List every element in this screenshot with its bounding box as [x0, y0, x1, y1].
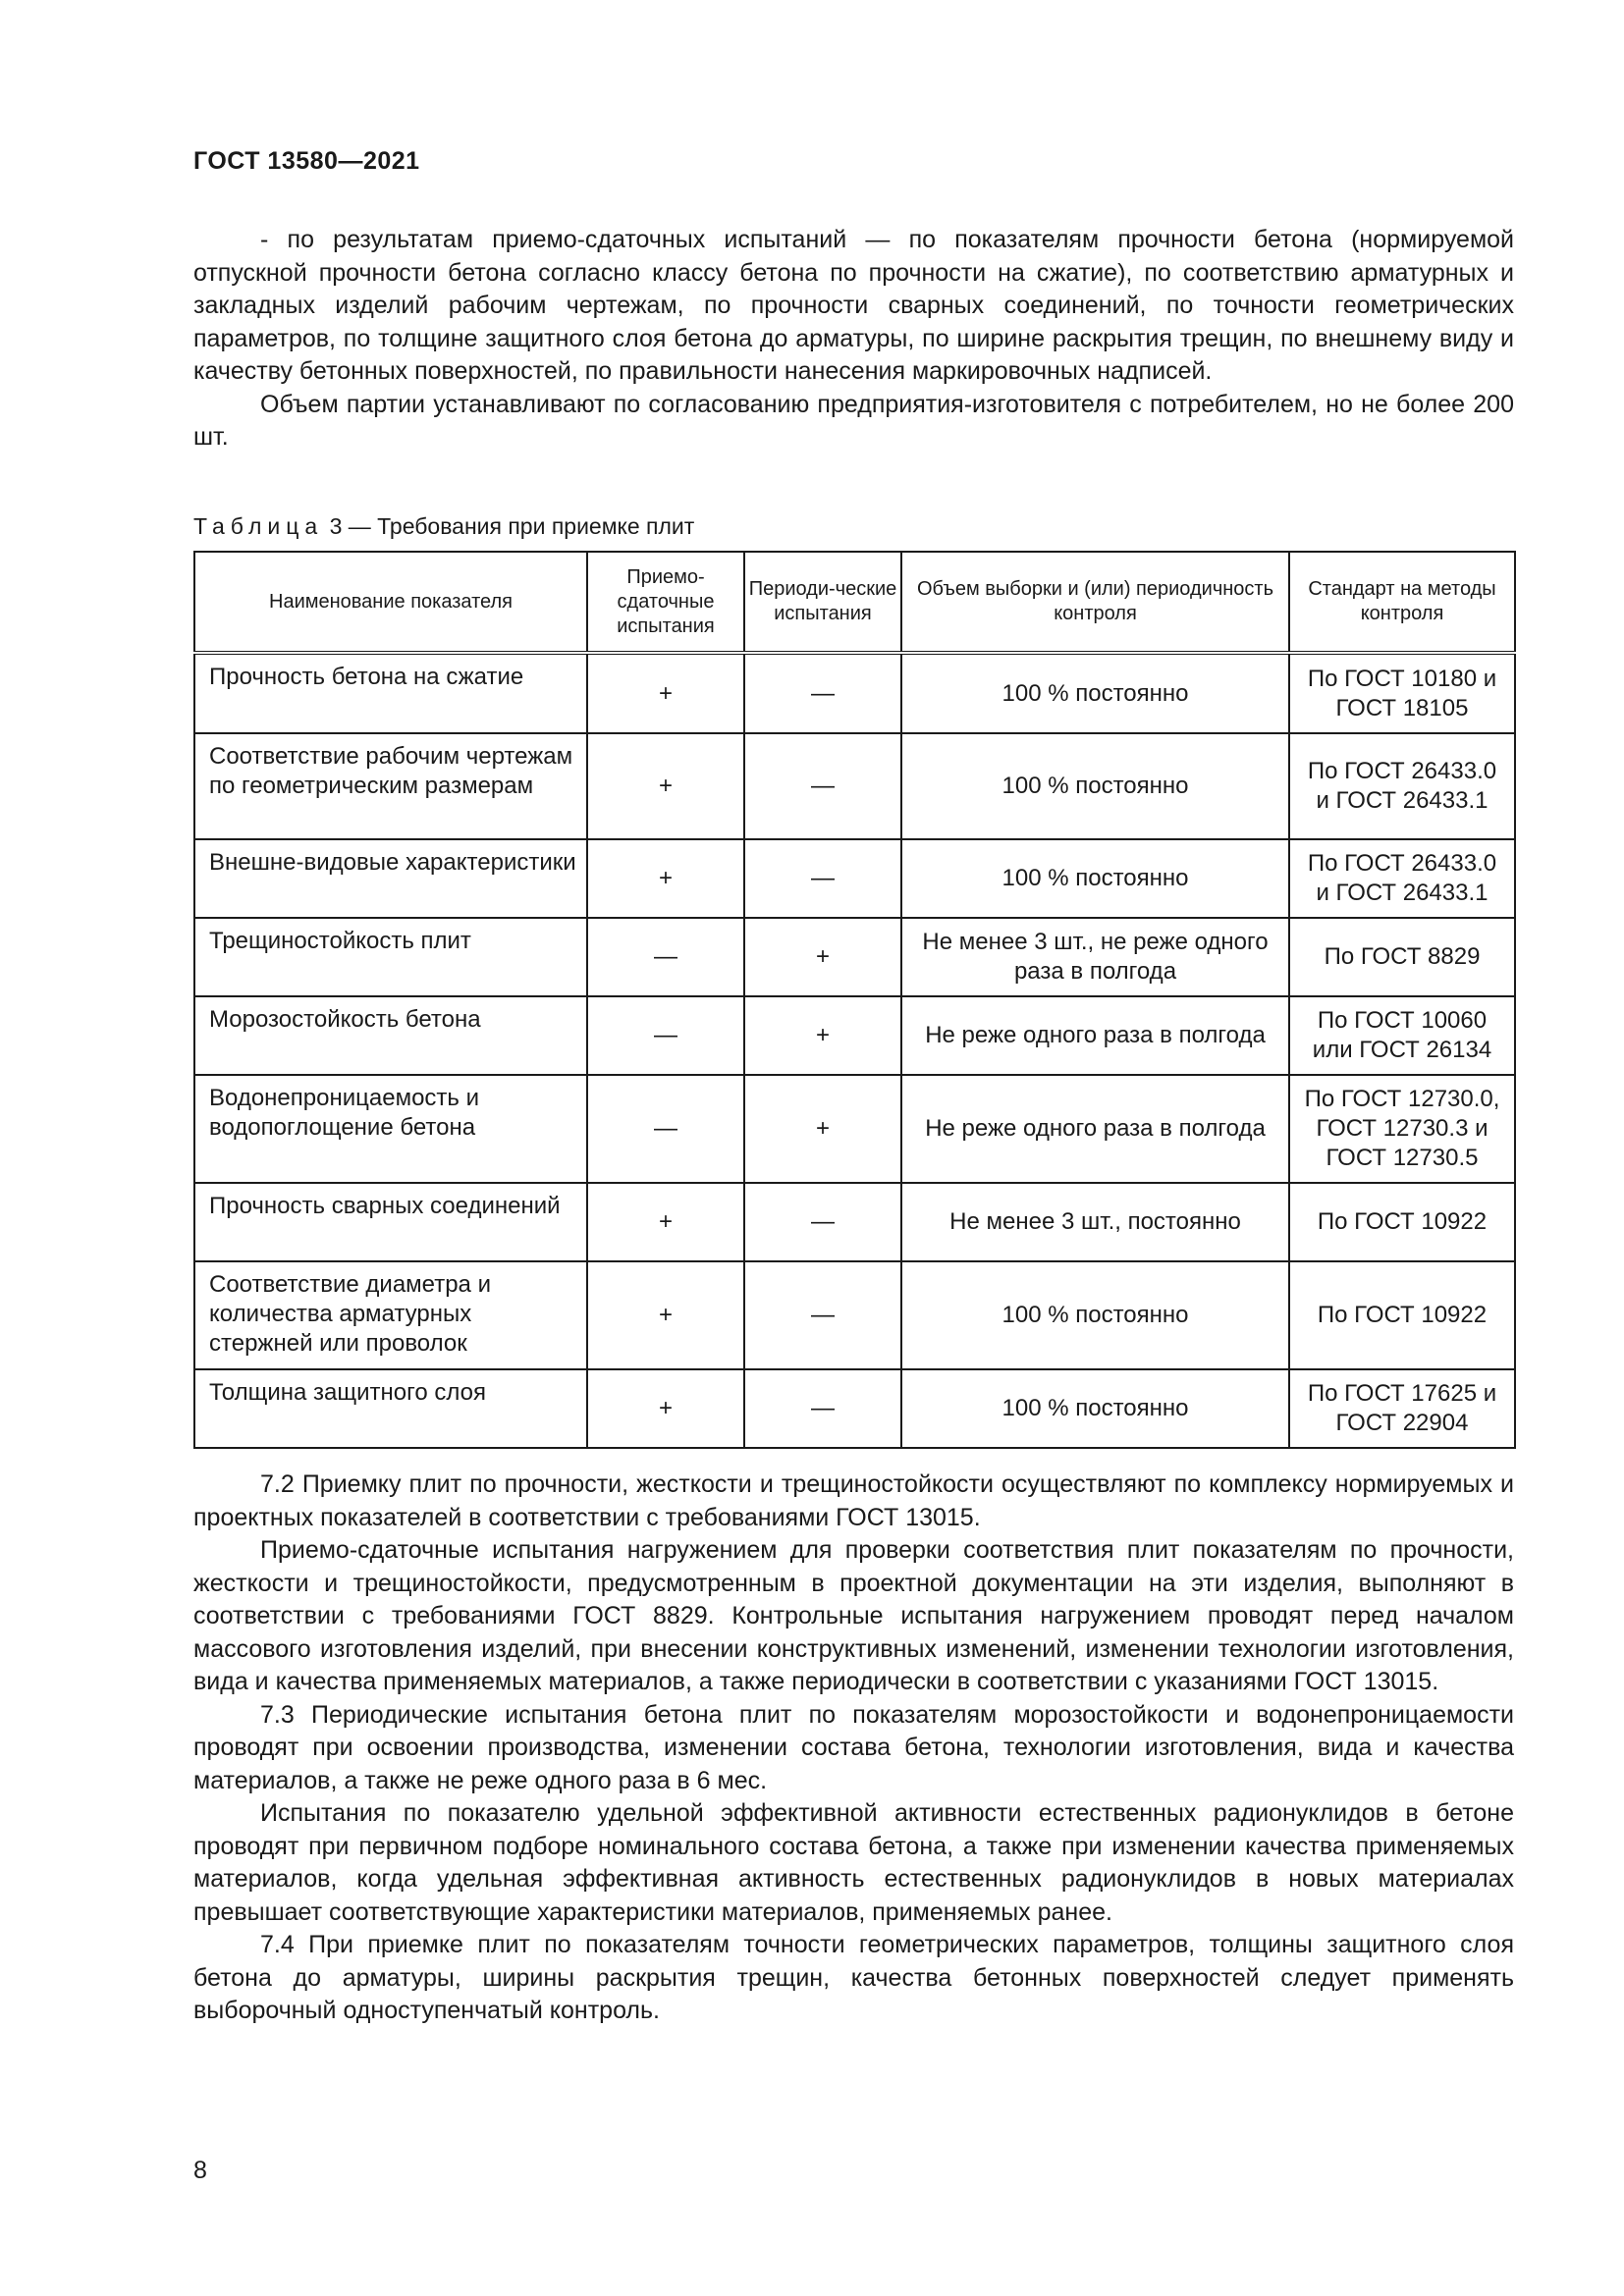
cell-periodic: —: [744, 839, 901, 918]
cell-acceptance: —: [587, 918, 744, 996]
table-row: [194, 1075, 1515, 1183]
cell-indicator: Внешне-видовые характеристики: [194, 839, 587, 918]
cell-acceptance: +: [587, 733, 744, 839]
cell-test-standard: По ГОСТ 10922: [1289, 1261, 1515, 1369]
cell-sample-volume: 100 % постоянно: [901, 1261, 1289, 1369]
paragraph-radionuclides: Испытания по показателю удельной эффективной активности естественных радионуклидов в бетоне проводят при первичном подборе номинального состава бетона, а также при изменении качества применяемых материалов, когда удельная эффективная активность естественных радионуклидов в новых материалах превышает соответствующие характеристики материалов, применяемых ранее.: [193, 1799, 1514, 1926]
table-row: [194, 1261, 1515, 1369]
table-row: [194, 839, 1515, 918]
cell-periodic: +: [744, 918, 901, 996]
cell-test-standard: По ГОСТ 10922: [1289, 1183, 1515, 1261]
table-caption-text: 3 — Требования при приемке плит: [329, 513, 695, 539]
paragraph-clause-7-3: 7.3 Периодические испытания бетона плит по показателям морозостойкости и водонепроницаемости проводят при освоении производства, изменении состава бетона, технологии изготовления, вида и качества материалов, а также не реже одного раза в 6 мес.: [193, 1700, 1514, 1794]
cell-sample-volume: Не реже одного раза в полгода: [901, 1075, 1289, 1183]
table-header-row: [194, 552, 1515, 653]
cell-sample-volume: 100 % постоянно: [901, 1369, 1289, 1448]
cell-periodic: —: [744, 1183, 901, 1261]
table-caption: [193, 511, 694, 541]
cell-periodic: +: [744, 996, 901, 1075]
cell-indicator: Соответствие рабочим чертежам по геометрическим размерам: [194, 733, 587, 839]
paragraph-clause-7-2: 7.2 Приемку плит по прочности, жесткости и трещиностойкости осуществляют по комплексу нормируемых и проектных показателей в соответствии с требованиями ГОСТ 13015.: [193, 1470, 1514, 1531]
cell-indicator: Трещиностойкость плит: [194, 918, 587, 996]
paragraph-clause-7-4: 7.4 При приемке плит по показателям точности геометрических параметров, толщины защитного слоя бетона до арматуры, ширины раскрытия трещин, качества бетонных поверхностей следует применять выборочный одноступенчатый контроль.: [193, 1931, 1514, 2024]
cell-test-standard: По ГОСТ 26433.0 и ГОСТ 26433.1: [1289, 733, 1515, 839]
table-row: [194, 996, 1515, 1075]
cell-indicator: Прочность сварных соединений: [194, 1183, 587, 1261]
cell-periodic: —: [744, 733, 901, 839]
table-row: [194, 733, 1515, 839]
cell-periodic: —: [744, 1261, 901, 1369]
cell-sample-volume: 100 % постоянно: [901, 733, 1289, 839]
cell-acceptance: +: [587, 653, 744, 733]
cell-test-standard: По ГОСТ 8829: [1289, 918, 1515, 996]
cell-periodic: +: [744, 1075, 901, 1183]
acceptance-requirements-table: [193, 551, 1516, 1449]
cell-sample-volume: 100 % постоянно: [901, 653, 1289, 733]
cell-periodic: —: [744, 653, 901, 733]
cell-indicator: Водонепроницаемость и водопоглощение бетона: [194, 1075, 587, 1183]
cell-test-standard: По ГОСТ 26433.0 и ГОСТ 26433.1: [1289, 839, 1515, 918]
cell-acceptance: +: [587, 1183, 744, 1261]
paragraph-load-testing: Приемо-сдаточные испытания нагружением для проверки соответствия плит показателям по прочности, жесткости и трещиностойкости, предусмотренным в проектной документации на эти изделия, выполняют в соответствии с требованиями ГОСТ 8829. Контрольные испытания нагружением проводят перед началом массового изготовления изделий, при внесении конструктивных изменений, изменении технологии изготовления, вида и качества применяемых материалов, а также периодически в соответствии с указаниями ГОСТ 13015.: [193, 1536, 1514, 1695]
cell-indicator: Морозостойкость бетона: [194, 996, 587, 1075]
cell-test-standard: По ГОСТ 12730.0, ГОСТ 12730.3 и ГОСТ 12730.5: [1289, 1075, 1515, 1183]
cell-acceptance: +: [587, 1261, 744, 1369]
cell-test-standard: По ГОСТ 10060 или ГОСТ 26134: [1289, 996, 1515, 1075]
clauses-text-block: [193, 1468, 1514, 2028]
paragraph-batch-volume: Объем партии устанавливают по согласованию предприятия-изготовителя с потребителем, но не более 200 шт.: [193, 390, 1514, 451]
cell-test-standard: По ГОСТ 10180 и ГОСТ 18105: [1289, 653, 1515, 733]
column-header-acceptance: Приемо-сдаточные испытания: [587, 552, 744, 653]
intro-text-block: [193, 224, 1514, 454]
table-row: [194, 1369, 1515, 1448]
page-number: 8: [193, 2157, 207, 2184]
cell-sample-volume: Не реже одного раза в полгода: [901, 996, 1289, 1075]
cell-indicator: Прочность бетона на сжатие: [194, 653, 587, 733]
cell-acceptance: +: [587, 839, 744, 918]
table-caption-label: Таблица: [193, 513, 324, 539]
cell-periodic: —: [744, 1369, 901, 1448]
cell-acceptance: +: [587, 1369, 744, 1448]
column-header-test-standard: Стандарт на методы контроля: [1289, 552, 1515, 653]
cell-sample-volume: 100 % постоянно: [901, 839, 1289, 918]
table-row: [194, 918, 1515, 996]
column-header-indicator: Наименование показателя: [194, 552, 587, 653]
cell-acceptance: —: [587, 996, 744, 1075]
paragraph-acceptance-tests: - по результатам приемо-сдаточных испытаний — по показателям прочности бетона (нормируемой отпускной прочности бетона согласно классу бетона по прочности на сжатие), по соответствию арматурных и закладных изделий рабочим чертежам, по прочности сварных соединений, по точности геометрических параметров, по толщине защитного слоя бетона до арматуры, по ширине раскрытия трещин, по внешнему виду и качеству бетонных поверхностей, по правильности нанесения маркировочных надписей.: [193, 226, 1514, 385]
cell-indicator: Толщина защитного слоя: [194, 1369, 587, 1448]
column-header-periodic: Периоди-ческие испытания: [744, 552, 901, 653]
cell-sample-volume: Не менее 3 шт., постоянно: [901, 1183, 1289, 1261]
cell-acceptance: —: [587, 1075, 744, 1183]
cell-test-standard: По ГОСТ 17625 и ГОСТ 22904: [1289, 1369, 1515, 1448]
table-row: [194, 1183, 1515, 1261]
column-header-sample-volume: Объем выборки и (или) периодичность контроля: [901, 552, 1289, 653]
document-code-header: ГОСТ 13580—2021: [193, 147, 420, 175]
table-row: [194, 653, 1515, 733]
cell-indicator: Соответствие диаметра и количества арматурных стержней или проволок: [194, 1261, 587, 1369]
cell-sample-volume: Не менее 3 шт., не реже одного раза в полгода: [901, 918, 1289, 996]
